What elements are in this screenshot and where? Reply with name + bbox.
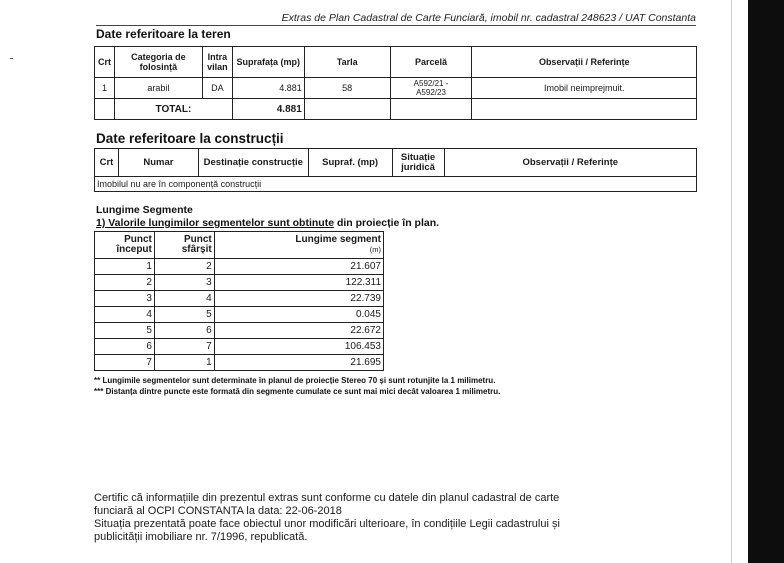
segmente-subtitle-underlined: 1) Valorile lungimilor segmentelor sunt obtinute (96, 217, 335, 229)
parcela-line-1: A592/21 - (413, 79, 449, 88)
total-row (95, 99, 697, 120)
table-row (95, 291, 384, 307)
col-intravilan: Intra vilan (202, 47, 232, 78)
col-lungime (214, 232, 383, 259)
certification-block (94, 492, 704, 544)
col-suprafata: Suprafața (mp) (232, 47, 304, 78)
segmente-table (94, 231, 384, 371)
col-lungime-unit: (m) (369, 245, 381, 254)
col-destinatie: Destinație construcție (198, 149, 308, 177)
col-crt: Crt (95, 47, 115, 78)
cert-line: Situația prezentată poate face obiectul unor modificări ulterioare, în condițiile Legii cadastrului și (94, 518, 560, 530)
segmente-title: Lungime Segmente (96, 204, 193, 216)
cell-empty (472, 99, 697, 120)
table-row (95, 259, 384, 275)
document-header: Extras de Plan Cadastral de Carte Funciară, imobil nr. cadastral 248623 / UAT Constanta (96, 12, 696, 26)
cell-end: 1 (154, 355, 214, 371)
table-row (95, 275, 384, 291)
section-title-teren: Date referitoare la teren (96, 27, 231, 41)
cell-start: 5 (95, 323, 155, 339)
cell-end: 4 (154, 291, 214, 307)
table-row (95, 355, 384, 371)
col-categoria: Categoria de folosință (114, 47, 202, 78)
cert-line: publicității imobiliare nr. 7/1996, republicată. (94, 531, 308, 543)
parcela-line-2: A592/23 (416, 88, 446, 97)
cell-crt: 1 (95, 78, 115, 99)
total-value: 4.881 (232, 99, 304, 120)
col-parcela: Parcelă (390, 47, 472, 78)
cell-categoria: arabil (114, 78, 202, 99)
segmente-header-row (95, 232, 384, 259)
col-numar: Numar (118, 149, 198, 177)
cell-end: 2 (154, 259, 214, 275)
section-title-constructii: Date referitoare la construcții (96, 131, 284, 146)
cell-tarla: 58 (304, 78, 390, 99)
cell-start: 3 (95, 291, 155, 307)
table-row (95, 323, 384, 339)
cell-length: 0.045 (214, 307, 383, 323)
col-observatii: Observații / Referințe (472, 47, 697, 78)
cell-length: 21.695 (214, 355, 383, 371)
teren-table (94, 46, 697, 120)
col-lungime-label: Lungime segment (295, 233, 381, 245)
col-punct-inceput: Punct început (95, 232, 155, 259)
cell-intravilan: DA (202, 78, 232, 99)
cell-empty (304, 99, 390, 120)
cell-length: 22.739 (214, 291, 383, 307)
segmente-subtitle (96, 218, 439, 229)
cell-length: 122.311 (214, 275, 383, 291)
total-label: TOTAL: (114, 99, 232, 120)
cell-start: 6 (95, 339, 155, 355)
cell-observatii: Imobil neimprejmuit. (472, 78, 697, 99)
cell-empty (390, 99, 472, 120)
page-edge-line (731, 0, 732, 563)
table-row (95, 78, 697, 99)
cell-end: 5 (154, 307, 214, 323)
cert-line: funciară al OCPI CONSTANTA la data: 22-06-2018 (94, 505, 342, 517)
teren-header-row (95, 47, 697, 78)
cell-end: 6 (154, 323, 214, 339)
cell-empty (95, 99, 115, 120)
table-row (95, 339, 384, 355)
cell-length: 21.607 (214, 259, 383, 275)
constructii-note-row (95, 177, 697, 192)
cell-suprafata: 4.881 (232, 78, 304, 99)
cell-start: 7 (95, 355, 155, 371)
scan-mark (10, 58, 13, 59)
col-punct-sfarsit: Punct sfârșit (154, 232, 214, 259)
constructii-header-row (95, 149, 697, 177)
cell-end: 7 (154, 339, 214, 355)
segmente-subtitle-rest: din proiecție în plan. (334, 217, 440, 229)
col-observatii: Observații / Referințe (444, 149, 696, 177)
cell-parcela (390, 78, 472, 99)
note-rounding: ** Lungimile segmentelor sunt determinate în planul de proiecție Stereo 70 și sunt rotunjite la 1 milimetru. (94, 376, 496, 385)
cert-line: Certific că informațiile din prezentul extras sunt conforme cu datele din planul cadastral de carte (94, 492, 560, 504)
col-tarla: Tarla (304, 47, 390, 78)
cell-length: 106.453 (214, 339, 383, 355)
table-row (95, 307, 384, 323)
note-cumulated: *** Distanța dintre puncte este formată din segmente cumulate ce sunt mai mici decât valoarea 1 milimetru. (94, 387, 501, 396)
col-situatie: Situație juridică (392, 149, 444, 177)
col-crt: Crt (95, 149, 119, 177)
cell-end: 3 (154, 275, 214, 291)
cell-length: 22.672 (214, 323, 383, 339)
no-constructions-note: Imobilul nu are în componență construcții (95, 177, 697, 192)
col-suprafata: Supraf. (mp) (308, 149, 392, 177)
cell-start: 1 (95, 259, 155, 275)
scan-border (748, 0, 784, 563)
constructii-table (94, 148, 697, 192)
cell-start: 4 (95, 307, 155, 323)
cell-start: 2 (95, 275, 155, 291)
